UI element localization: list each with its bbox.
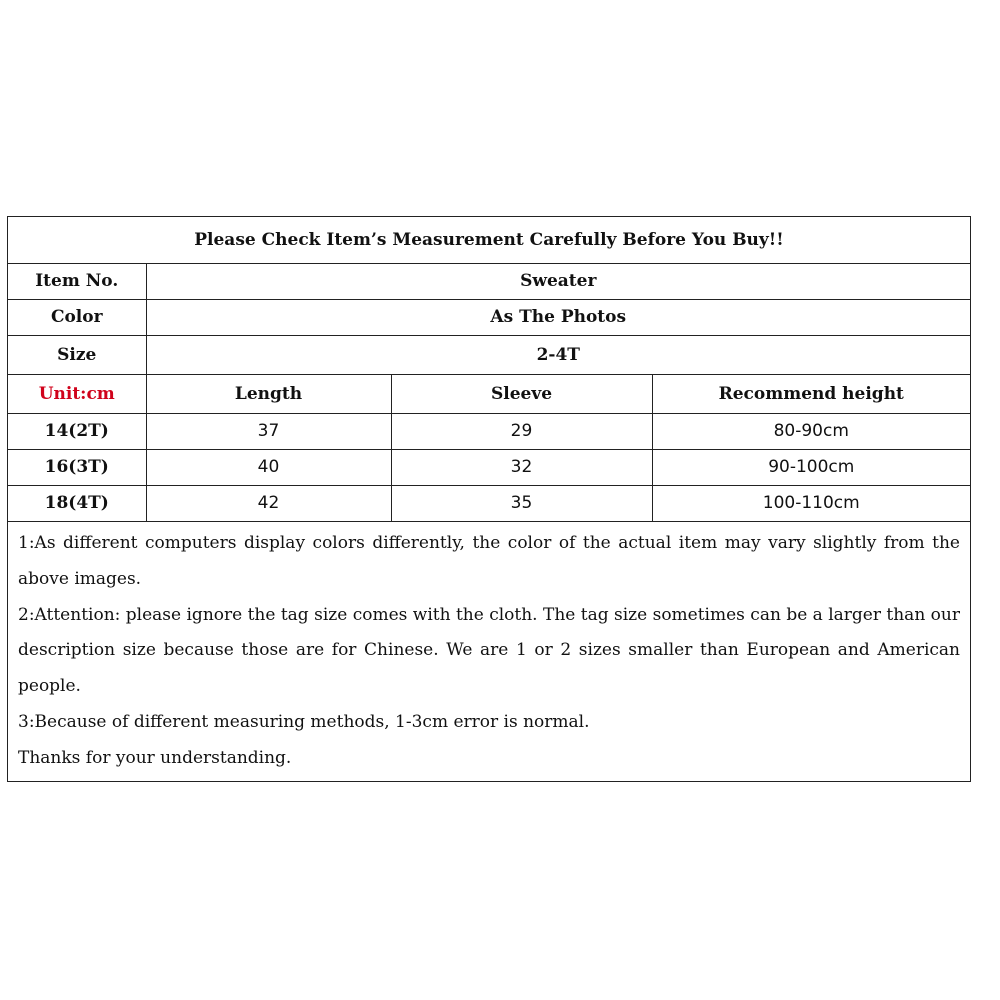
size-value: 2-4T xyxy=(146,336,970,375)
info-row-item xyxy=(8,264,970,300)
column-header-sleeve: Sleeve xyxy=(391,375,652,414)
note-measuring: 3:Because of different measuring methods, 1-3cm error is normal. xyxy=(18,711,590,732)
item-no-value: Sweater xyxy=(146,264,970,300)
note-tag-size: 2:Attention: please ignore the tag size comes with the cloth. The tag size sometimes can be a larger than our description size because those are for Chinese. We are 1 or 2 sizes smaller than European and American people. xyxy=(18,604,960,697)
color-value: As The Photos xyxy=(146,300,970,336)
sheet-title: Please Check Item’s Measurement Carefully Before You Buy!! xyxy=(8,217,970,264)
column-header-height: Recommend height xyxy=(652,375,970,414)
length-cell: 37 xyxy=(146,414,391,450)
length-cell: 42 xyxy=(146,486,391,522)
info-row-size xyxy=(8,336,970,375)
size-label: Size xyxy=(8,336,146,375)
size-cell: 14(2T) xyxy=(8,414,146,450)
note-colors: 1:As different computers display colors differently, the color of the actual item may vary slightly from the above images. xyxy=(18,533,960,589)
size-chart-table xyxy=(8,217,970,522)
size-cell: 18(4T) xyxy=(8,486,146,522)
title-row xyxy=(8,217,970,264)
length-cell: 40 xyxy=(146,450,391,486)
sleeve-cell: 32 xyxy=(391,450,652,486)
table-row xyxy=(8,450,970,486)
unit-label: Unit:cm xyxy=(8,375,146,414)
color-label: Color xyxy=(8,300,146,336)
height-cell: 90-100cm xyxy=(652,450,970,486)
notes-section xyxy=(8,522,970,781)
table-row xyxy=(8,414,970,450)
size-cell: 16(3T) xyxy=(8,450,146,486)
note-thanks: Thanks for your understanding. xyxy=(18,747,292,768)
column-header-length: Length xyxy=(146,375,391,414)
item-no-label: Item No. xyxy=(8,264,146,300)
measurement-sheet xyxy=(7,216,971,782)
sleeve-cell: 29 xyxy=(391,414,652,450)
table-header-row xyxy=(8,375,970,414)
info-row-color xyxy=(8,300,970,336)
sleeve-cell: 35 xyxy=(391,486,652,522)
height-cell: 100-110cm xyxy=(652,486,970,522)
table-row xyxy=(8,486,970,522)
height-cell: 80-90cm xyxy=(652,414,970,450)
